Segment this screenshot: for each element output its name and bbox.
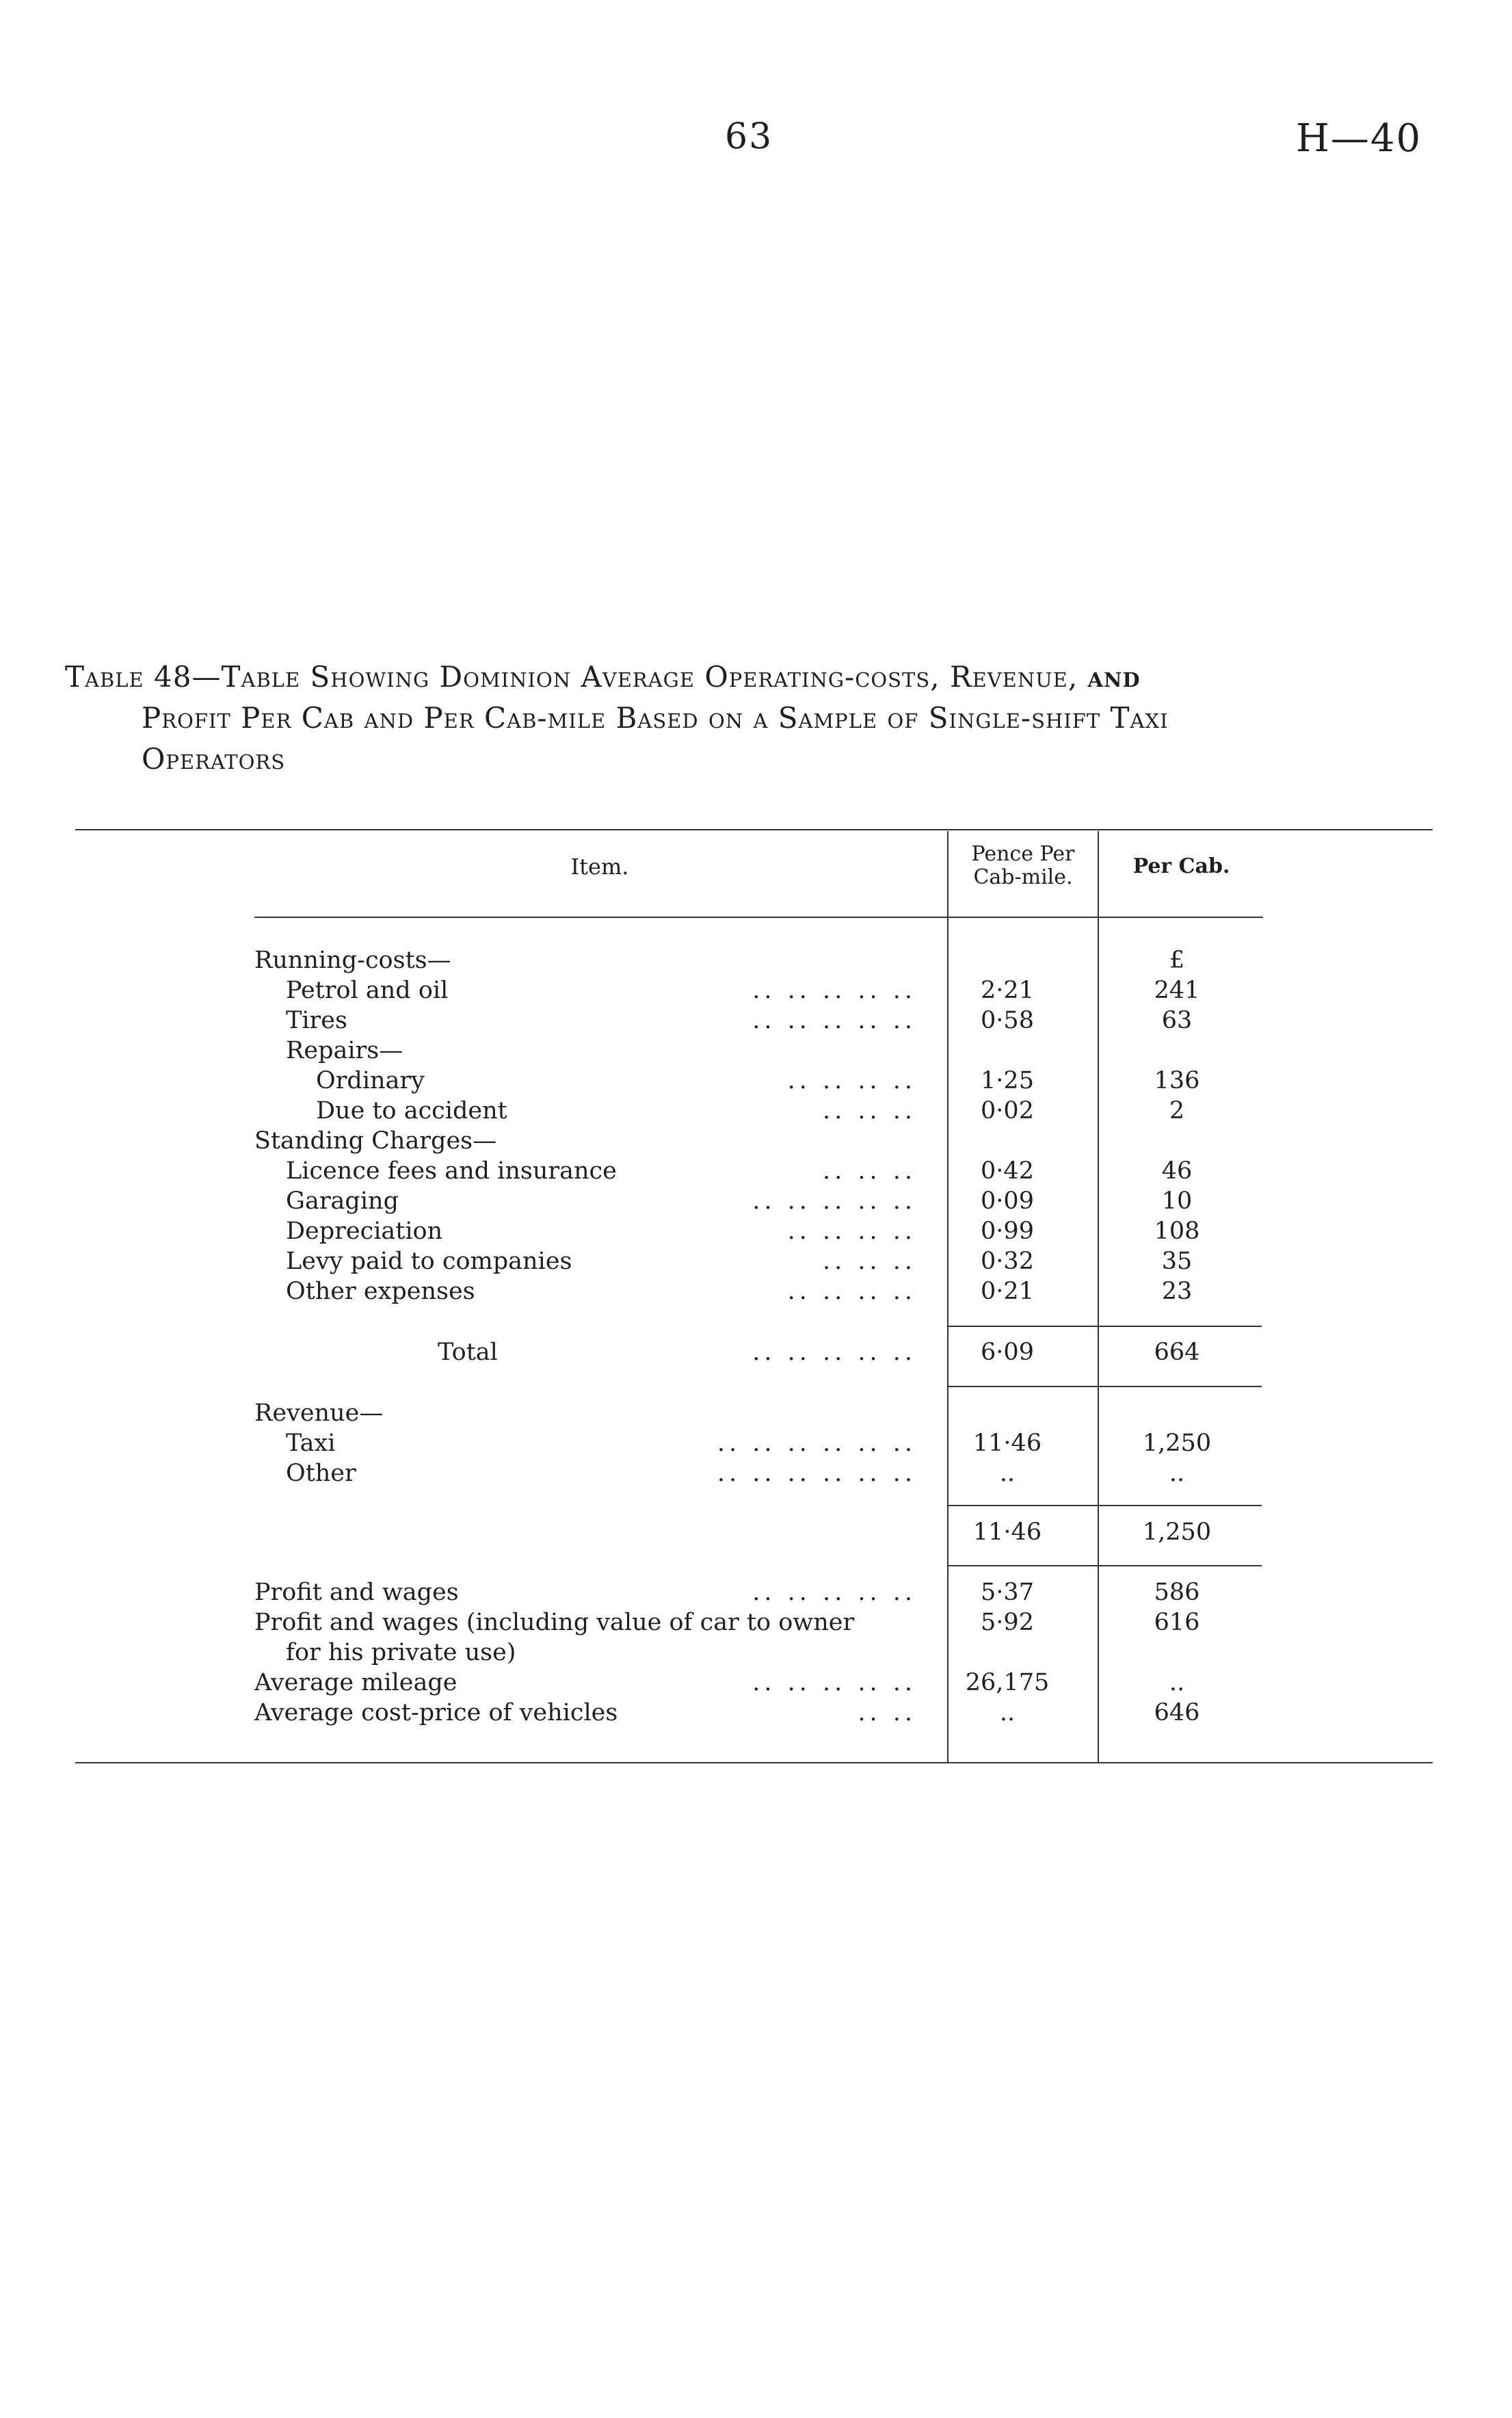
leader-dots: .. .. .. bbox=[822, 1097, 916, 1125]
leader-dots: .. .. .. .. bbox=[787, 1067, 916, 1094]
row-cab: 586 bbox=[1154, 1579, 1200, 1606]
header-pence-per-cab-mile bbox=[951, 843, 1096, 889]
subtotal-rule-bottom bbox=[947, 1386, 1262, 1387]
table-top-rule bbox=[75, 829, 1433, 830]
table-caption bbox=[65, 657, 1440, 780]
row-label: Running-costs— bbox=[254, 947, 451, 974]
row-pence: 1·25 bbox=[981, 1067, 1034, 1094]
row-label: Other bbox=[286, 1460, 356, 1487]
subtotal-rule-top bbox=[947, 1326, 1262, 1327]
revenue-total-rule-bottom bbox=[947, 1565, 1262, 1566]
row-pence: .. bbox=[999, 1460, 1016, 1487]
row-pence: 5·37 bbox=[981, 1579, 1034, 1606]
row-pence: 11·46 bbox=[972, 1430, 1042, 1457]
row-pence: 5·92 bbox=[981, 1609, 1034, 1636]
row-pence: 0·99 bbox=[981, 1218, 1034, 1245]
caption-line-1 bbox=[65, 657, 1440, 698]
row-cab: 646 bbox=[1154, 1699, 1200, 1726]
leader-dots: .. .. .. bbox=[822, 1248, 916, 1275]
row-cab: 616 bbox=[1154, 1609, 1200, 1636]
caption-line-1-text: Table 48—Table Showing Dominion Average Operating-costs, Revenue, bbox=[65, 660, 1078, 694]
row-cab: 1,250 bbox=[1142, 1430, 1212, 1457]
row-pence: 0·58 bbox=[981, 1007, 1034, 1034]
leader-dots: .. .. bbox=[858, 1699, 916, 1726]
total-cab: 664 bbox=[1154, 1339, 1200, 1366]
row-label: Levy paid to companies bbox=[286, 1248, 572, 1275]
row-label: Average cost-price of vehicles bbox=[254, 1699, 618, 1726]
revenue-total-pence: 11·46 bbox=[972, 1519, 1042, 1546]
leader-dots: .. .. .. .. .. bbox=[752, 1339, 916, 1366]
header-item: Item. bbox=[570, 854, 629, 880]
row-cab: 46 bbox=[1161, 1157, 1193, 1185]
header-bottom-rule bbox=[254, 917, 1263, 918]
row-label: Petrol and oil bbox=[286, 977, 449, 1004]
row-cab: 2 bbox=[1169, 1097, 1185, 1125]
leader-dots: .. .. .. .. .. .. bbox=[717, 1460, 916, 1487]
row-pence: 26,175 bbox=[965, 1669, 1050, 1696]
row-cab: .. bbox=[1169, 1669, 1185, 1696]
leader-dots: .. .. .. .. .. bbox=[752, 1669, 916, 1696]
caption-line-2: Profit Per Cab and Per Cab-mile Based on a Sample of Single-shift Taxi bbox=[142, 701, 1169, 735]
row-label: Repairs— bbox=[286, 1037, 403, 1064]
header-pence-line-1: Pence Per bbox=[971, 842, 1075, 866]
row-label: Average mileage bbox=[254, 1669, 457, 1696]
row-pence: 0·21 bbox=[981, 1278, 1034, 1305]
row-label: Profit and wages (including value of car to owner bbox=[254, 1609, 855, 1636]
row-cab: 10 bbox=[1161, 1187, 1193, 1215]
row-cab: 136 bbox=[1154, 1067, 1200, 1094]
row-pence: 0·09 bbox=[981, 1187, 1034, 1215]
revenue-heading: Revenue— bbox=[254, 1399, 384, 1427]
revenue-total-rule-top bbox=[947, 1505, 1262, 1506]
caption-line-1-and: and bbox=[1087, 660, 1141, 694]
row-label: Ordinary bbox=[316, 1067, 425, 1094]
leader-dots: .. .. .. .. .. .. bbox=[717, 1430, 916, 1457]
row-label: Taxi bbox=[286, 1430, 336, 1457]
row-label: Due to accident bbox=[316, 1097, 507, 1125]
leader-dots: .. .. .. .. bbox=[787, 1278, 916, 1305]
row-label: Licence fees and insurance bbox=[286, 1157, 617, 1185]
revenue-total-cab: 1,250 bbox=[1142, 1519, 1212, 1546]
row-pence: 0·02 bbox=[981, 1097, 1034, 1125]
row-cab: .. bbox=[1169, 1460, 1185, 1487]
leader-dots: .. .. .. .. .. bbox=[752, 1187, 916, 1215]
row-pence: 0·42 bbox=[981, 1157, 1034, 1185]
row-cab: 35 bbox=[1161, 1248, 1193, 1275]
total-label: Total bbox=[438, 1339, 498, 1366]
leader-dots: .. .. .. .. bbox=[787, 1218, 916, 1245]
row-cab: 241 bbox=[1154, 977, 1200, 1004]
row-label: Tires bbox=[286, 1007, 347, 1034]
row-cab: 63 bbox=[1161, 1007, 1193, 1034]
table-bottom-rule bbox=[75, 1762, 1433, 1763]
header-per-cab: Per Cab. bbox=[1132, 854, 1230, 878]
leader-dots: .. .. .. .. .. bbox=[752, 977, 916, 1004]
header-pence-line-2: Cab-mile. bbox=[973, 865, 1073, 889]
leader-dots: .. .. .. .. .. bbox=[752, 1579, 916, 1606]
row-pence: 0·32 bbox=[981, 1248, 1034, 1275]
row-label: Depreciation bbox=[286, 1218, 443, 1245]
caption-line-3: Operators bbox=[142, 742, 286, 776]
row-label: Standing Charges— bbox=[254, 1127, 497, 1155]
row-pence: 2·21 bbox=[981, 977, 1034, 1004]
leader-dots: .. .. .. .. .. bbox=[752, 1007, 916, 1034]
row-cab: 23 bbox=[1161, 1278, 1193, 1305]
row-pence: .. bbox=[999, 1699, 1016, 1726]
leader-dots: .. .. .. bbox=[822, 1157, 916, 1185]
row-label: Garaging bbox=[286, 1187, 399, 1215]
row-label: Other expenses bbox=[286, 1278, 475, 1305]
row-label-continuation: for his private use) bbox=[286, 1639, 516, 1666]
row-label: Profit and wages bbox=[254, 1579, 459, 1606]
page-number: 63 bbox=[725, 116, 773, 157]
row-cab: £ bbox=[1169, 947, 1185, 974]
row-cab: 108 bbox=[1154, 1218, 1200, 1245]
total-pence: 6·09 bbox=[981, 1339, 1034, 1366]
document-reference: H—40 bbox=[1296, 116, 1422, 161]
